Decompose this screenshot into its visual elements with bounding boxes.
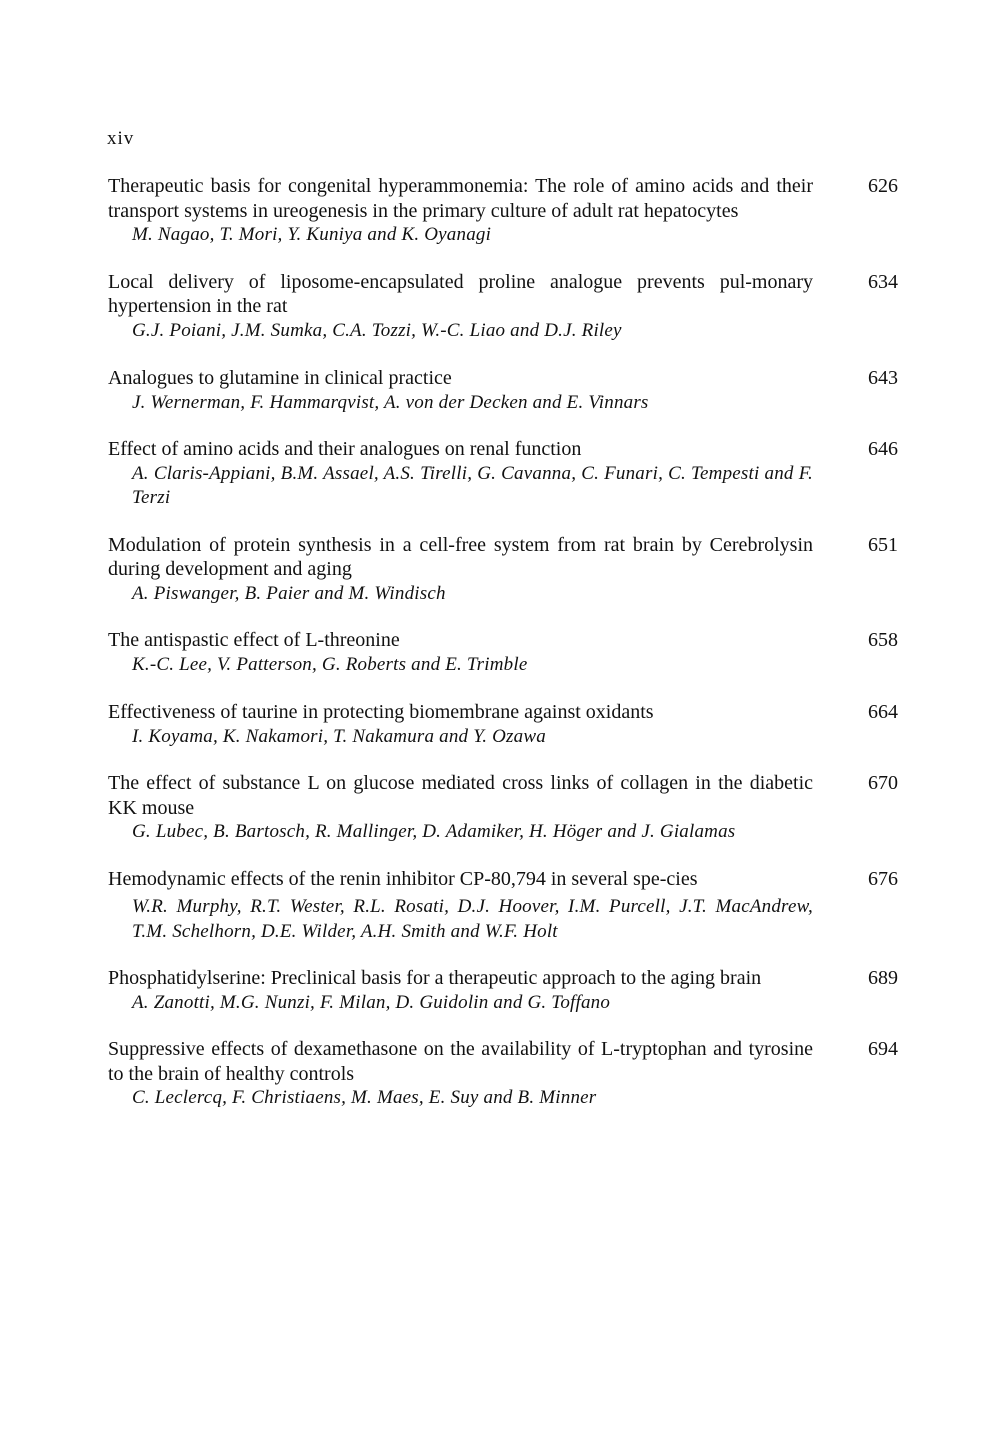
entry-authors: J. Wernerman, F. Hammarqvist, A. von der Decken and E. Vinnars bbox=[132, 391, 649, 413]
entry-page-number: 643 bbox=[868, 367, 898, 389]
entry-title: Analogues to glutamine in clinical practice bbox=[108, 367, 452, 389]
entry-authors: A. Claris-Appiani, B.M. Assael, A.S. Tirelli, G. Cavanna, C. Funari, C. Tempesti and F. Terzi bbox=[132, 462, 813, 508]
entry-page-number: 670 bbox=[868, 772, 898, 794]
entry-page-number: 676 bbox=[868, 867, 898, 890]
entry-title: Suppressive effects of dexamethasone on the availability of L-tryptophan and tyrosine to the brain of healthy controls bbox=[108, 1038, 813, 1085]
entry-title: Phosphatidylserine: Preclinical basis for a therapeutic approach to the aging brain bbox=[108, 967, 762, 989]
toc-entry bbox=[108, 366, 898, 415]
entry-title: Therapeutic basis for congenital hyperammonemia: The role of amino acids and their transport systems in ureogenesis in the primary culture of adult rat hepatocytes bbox=[108, 175, 813, 222]
entry-title: Hemodynamic effects of the renin inhibitor CP-80,794 in several spe-cies bbox=[108, 867, 698, 890]
toc-entry bbox=[108, 1037, 898, 1111]
entry-title: Effect of amino acids and their analogues on renal function bbox=[108, 438, 582, 460]
entry-page-number: 626 bbox=[868, 175, 898, 197]
entry-page-number: 694 bbox=[868, 1038, 898, 1060]
entry-authors: A. Zanotti, M.G. Nunzi, F. Milan, D. Guidolin and G. Toffano bbox=[132, 991, 611, 1013]
toc-entry bbox=[108, 966, 898, 1015]
entry-title: The effect of substance L on glucose mediated cross links of collagen in the diabetic KK mouse bbox=[108, 772, 813, 819]
entry-page-number: 646 bbox=[868, 438, 898, 460]
toc-entry bbox=[108, 270, 898, 344]
entry-authors: M. Nagao, T. Mori, Y. Kuniya and K. Oyanagi bbox=[132, 224, 492, 245]
entry-authors: K.-C. Lee, V. Patterson, G. Roberts and E. Trimble bbox=[132, 653, 528, 675]
toc-entry bbox=[108, 628, 898, 677]
entry-authors: G.J. Poiani, J.M. Sumka, C.A. Tozzi, W.-C. Liao and D.J. Riley bbox=[132, 319, 622, 341]
entry-page-number: 658 bbox=[868, 629, 898, 651]
entry-authors: W.R. Murphy, R.T. Wester, R.L. Rosati, D.J. Hoover, I.M. Purcell, J.T. MacAndrew, T.M. Schelhorn, D.E. Wilder, A.H. Smith and W.F. Holt bbox=[132, 896, 813, 942]
entry-title: Effectiveness of taurine in protecting biomembrane against oxidants bbox=[108, 701, 654, 723]
table-of-contents bbox=[108, 174, 898, 1111]
entry-authors: G. Lubec, B. Bartosch, R. Mallinger, D. Adamiker, H. Höger and J. Gialamas bbox=[132, 821, 736, 842]
entry-page-number: 689 bbox=[868, 967, 898, 989]
entry-title: Modulation of protein synthesis in a cell-free system from rat brain by Cerebrolysin during development and aging bbox=[108, 533, 813, 580]
entry-page-number: 664 bbox=[868, 701, 898, 723]
toc-entry bbox=[108, 867, 898, 945]
entry-title: The antispastic effect of L-threonine bbox=[108, 629, 400, 651]
entry-page-number: 651 bbox=[868, 533, 898, 556]
toc-entry bbox=[108, 700, 898, 749]
entry-authors: A. Piswanger, B. Paier and M. Windisch bbox=[132, 582, 446, 604]
page-number: xiv bbox=[107, 128, 135, 149]
toc-entry bbox=[108, 533, 898, 607]
toc-entry bbox=[108, 174, 898, 248]
entry-title: Local delivery of liposome-encapsulated proline analogue prevents pul-monary hypertension in the rat bbox=[108, 270, 813, 317]
entry-authors: I. Koyama, K. Nakamori, T. Nakamura and Y. Ozawa bbox=[132, 725, 546, 747]
entry-authors: C. Leclercq, F. Christiaens, M. Maes, E. Suy and B. Minner bbox=[132, 1087, 597, 1108]
toc-entry bbox=[108, 437, 898, 511]
toc-entry bbox=[108, 771, 898, 845]
entry-page-number: 634 bbox=[868, 270, 898, 293]
